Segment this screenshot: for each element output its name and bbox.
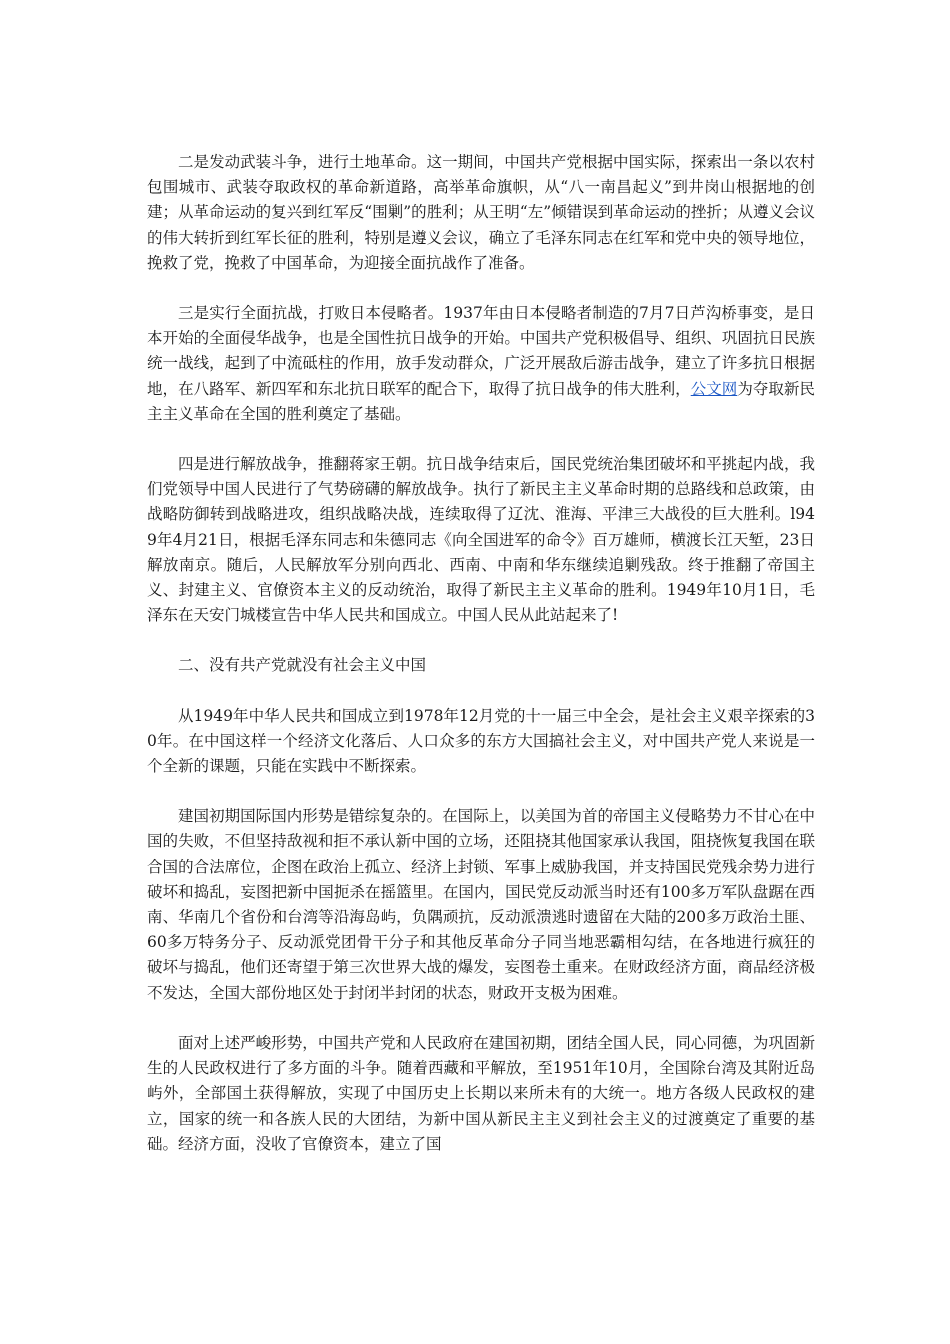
paragraph-text: 三是实行全面抗战，打败日本侵略者。1937年由日本侵略者制造的7月7日芦沟桥事变，是日本开始的全面侵华战争，也是全国性抗日战争的开始。中国共产党积极倡导、组织、巩固抗日民族统一战线，起到了中流砥柱的作用，放手发动群众，广泛开展敌后游击战争，建立了许多抗日根据地，在八路军、新四军和东北抗日联军的配合下，取得了抗日战争的伟大胜利， — [147, 304, 815, 398]
gongwen-link[interactable]: 公文网 — [690, 379, 738, 398]
paragraph-liberation-war: 四是进行解放战争，推翻蒋家王朝。抗日战争结束后，国民党统治集团破坏和平挑起内战，我们党领导中国人民进行了气势磅礴的解放战争。执行了新民主主义革命时期的总路线和总政策，由战略防御转到战略进攻，组织战略决战，连续取得了辽沈、淮海、平津三大战役的巨大胜利。l949年4月21日，根据毛泽东同志和朱德同志《向全国进军的命令》百万雄师，横渡长江天堑，23日解放南京。随后，人民解放军分别向西北、西南、中南和华东继续追剿残敌。终于推翻了帝国主义、封建主义、官僚资本主义的反动统治，取得了新民主主义革命的胜利。1949年10月1日，毛泽东在天安门城楼宣告中华人民共和国成立。中国人民从此站起来了! — [147, 455, 815, 625]
section-heading: 二、没有共产党就没有社会主义中国 — [178, 656, 427, 675]
paragraph-armed-struggle: 二是发动武装斗争，进行土地革命。这一期间，中国共产党根据中国实际，探索出一条以农村包围城市、武装夺取政权的革命新道路，高举革命旗帜，从“八一南昌起义”到井岗山根据地的创建；从革命运动的复兴到红军反“围剿”的胜利；从王明“左”倾错误到革命运动的挫折；从遵义会议的伟大转折到红军长征的胜利，特别是遵义会议，确立了毛泽东同志在红军和党中央的领导地位，挽救了党，挽救了中国革命，为迎接全面抗战作了准备。 — [147, 153, 815, 272]
paragraph-founding-situation: 建国初期国际国内形势是错综复杂的。在国际上，以美国为首的帝国主义侵略势力不甘心在中国的失败，不但坚持敌视和拒不承认新中国的立场，还阻挠其他国家承认我国，阻挠恢复我国在联合国的合法席位，企图在政治上孤立、经济上封锁、军事上威胁我国，并支持国民党残余势力进行破坏和捣乱，妄图把新中国扼杀在摇篮里。在国内，国民党反动派当时还有100多万军队盘踞在西南、华南几个省份和台湾等沿海岛屿，负隅顽抗，反动派溃逃时遗留在大陆的200多万政治土匪、60多万特务分子、反动派党团骨干分子和其他反革命分子同当地恶霸相勾结，在各地进行疯狂的破坏与捣乱，他们还寄望于第三次世界大战的爆发，妄图卷土重来。在财政经济方面，商品经济极不发达，全国大部份地区处于封闭半封闭的状态，财政开支极为困难。 — [147, 807, 815, 1002]
paragraph-early-struggles: 面对上述严峻形势，中国共产党和人民政府在建国初期，团结全国人民，同心同德，为巩固新生的人民政权进行了多方面的斗争。随着西藏和平解放，至1951年10月，全国除台湾及其附近岛屿外，全部国土获得解放，实现了中国历史上长期以来所未有的大统一。地方各级人民政权的建立，国家的统一和各族人民的大团结，为新中国从新民主主义到社会主义的过渡奠定了重要的基础。经济方面，没收了官僚资本，建立了国 — [147, 1033, 815, 1153]
paragraph-anti-japanese-war — [147, 301, 815, 427]
paragraph-text: 为夺取新民主主义革命在全国的胜利奠定了基础。 — [147, 379, 815, 423]
paragraph-socialist-exploration: 从1949年中华人民共和国成立到1978年12月党的十一届三中全会，是社会主义艰辛探索的30年。在中国这样一个经济文化落后、人口众多的东方大国搞社会主义，对中国共产党人来说是一个全新的课题，只能在实践中不断探索。 — [147, 706, 815, 776]
document-body — [147, 150, 815, 1182]
